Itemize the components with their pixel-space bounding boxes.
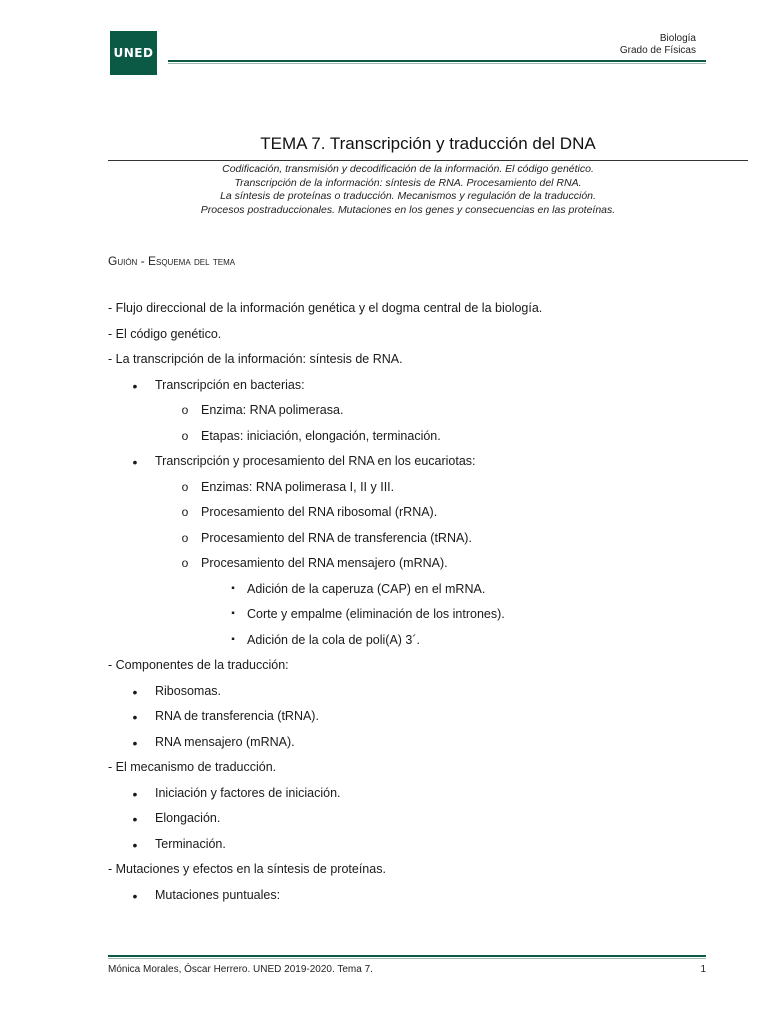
- outline-item-text: RNA mensajero (mRNA).: [155, 734, 295, 749]
- outline-item-text: Procesamiento del RNA de transferencia (tRNA).: [201, 530, 472, 545]
- outline-item-text: - La transcripción de la información: síntesis de RNA.: [108, 352, 403, 366]
- subtitle-line: Codificación, transmisión y decodificación de la información. El código genético.: [222, 163, 594, 175]
- bullet-marker: ▪: [231, 608, 235, 619]
- outline-item-text: - Flujo direccional de la información genética y el dogma central de la biología.: [108, 301, 543, 315]
- document-title: TEMA 7. Transcripción y traducción del DNA: [260, 134, 596, 153]
- bullet-marker: o: [181, 556, 189, 570]
- outline-item-text: Transcripción en bacterias:: [155, 377, 305, 392]
- outline-item-text: Procesamiento del RNA mensajero (mRNA).: [201, 556, 448, 570]
- outline-item-text: Adición de la cola de poli(A) 3´.: [247, 632, 421, 647]
- outline-item-text: - El código genético.: [108, 326, 222, 341]
- subtitle-line: Transcripción de la información: síntesis de RNA. Procesamiento del RNA.: [234, 176, 582, 189]
- bullet-marker: •: [132, 836, 138, 853]
- outline-item-text: Mutaciones puntuales:: [155, 887, 281, 902]
- bullet-marker: •: [132, 785, 138, 802]
- bullet-marker: o: [181, 403, 189, 417]
- footer-authors: Mónica Morales, Óscar Herrero. UNED 2019-2020. Tema 7.: [108, 964, 373, 975]
- bullet-marker: o: [181, 505, 189, 519]
- outline-item-text: - Mutaciones y efectos en la síntesis de proteínas.: [108, 862, 386, 876]
- outline-item-text: Elongación.: [155, 811, 221, 825]
- bullet-marker: •: [132, 709, 138, 725]
- outline-item-text: Etapas: iniciación, elongación, terminación.: [201, 428, 441, 443]
- outline-item-text: Corte y empalme (eliminación de los intrones).: [247, 607, 505, 621]
- logo-text: UNED: [113, 46, 154, 60]
- bullet-marker: ▪: [231, 633, 235, 645]
- bullet-marker: •: [132, 811, 138, 827]
- bullet-marker: •: [132, 454, 138, 470]
- outline-item-text: - El mecanismo de traducción.: [108, 760, 277, 774]
- outline-item-text: Ribosomas.: [155, 683, 221, 698]
- bullet-marker: •: [132, 734, 138, 751]
- uned-logo: [110, 31, 157, 75]
- outline-item-text: Enzima: RNA polimerasa.: [201, 403, 344, 417]
- header-info: [620, 33, 696, 57]
- outline-item-text: Iniciación y factores de iniciación.: [155, 785, 341, 800]
- bullet-marker: o: [181, 530, 189, 545]
- bullet-marker: •: [132, 887, 138, 904]
- subtitle-line: Procesos postraduccionales. Mutaciones en los genes y consecuencias en las proteínas.: [200, 203, 616, 216]
- outline-item-text: Transcripción y procesamiento del RNA en los eucariotas:: [155, 454, 476, 468]
- footer-divider: [108, 955, 706, 957]
- footer-divider-thin: [108, 958, 706, 959]
- outline-item-text: Procesamiento del RNA ribosomal (rRNA).: [201, 505, 438, 519]
- header-degree: Grado de Físicas: [619, 45, 696, 56]
- subtitle-line: La síntesis de proteínas o traducción. Mecanismos y regulación de la traducción.: [220, 190, 596, 202]
- section-heading: Guión - Esquema del tema: [108, 254, 236, 268]
- outline-item-text: Terminación.: [155, 836, 226, 851]
- bullet-marker: •: [132, 683, 138, 700]
- bullet-marker: •: [132, 377, 138, 394]
- header-divider: [168, 60, 706, 62]
- page-number: 1: [700, 964, 706, 975]
- bullet-marker: ▪: [231, 582, 235, 594]
- bullet-marker: o: [181, 428, 189, 443]
- subtitle-block: [108, 163, 708, 217]
- header-divider-thin: [168, 63, 706, 64]
- outline-item-text: - Componentes de la traducción:: [108, 658, 289, 672]
- outline-item-text: Adición de la caperuza (CAP) en el mRNA.: [247, 581, 486, 596]
- outline-item-text: Enzimas: RNA polimerasa I, II y III.: [201, 479, 395, 494]
- header-subject: Biología: [659, 33, 696, 44]
- outline-item-text: RNA de transferencia (tRNA).: [155, 709, 319, 723]
- bullet-marker: o: [181, 479, 189, 494]
- title-underline: [108, 160, 748, 161]
